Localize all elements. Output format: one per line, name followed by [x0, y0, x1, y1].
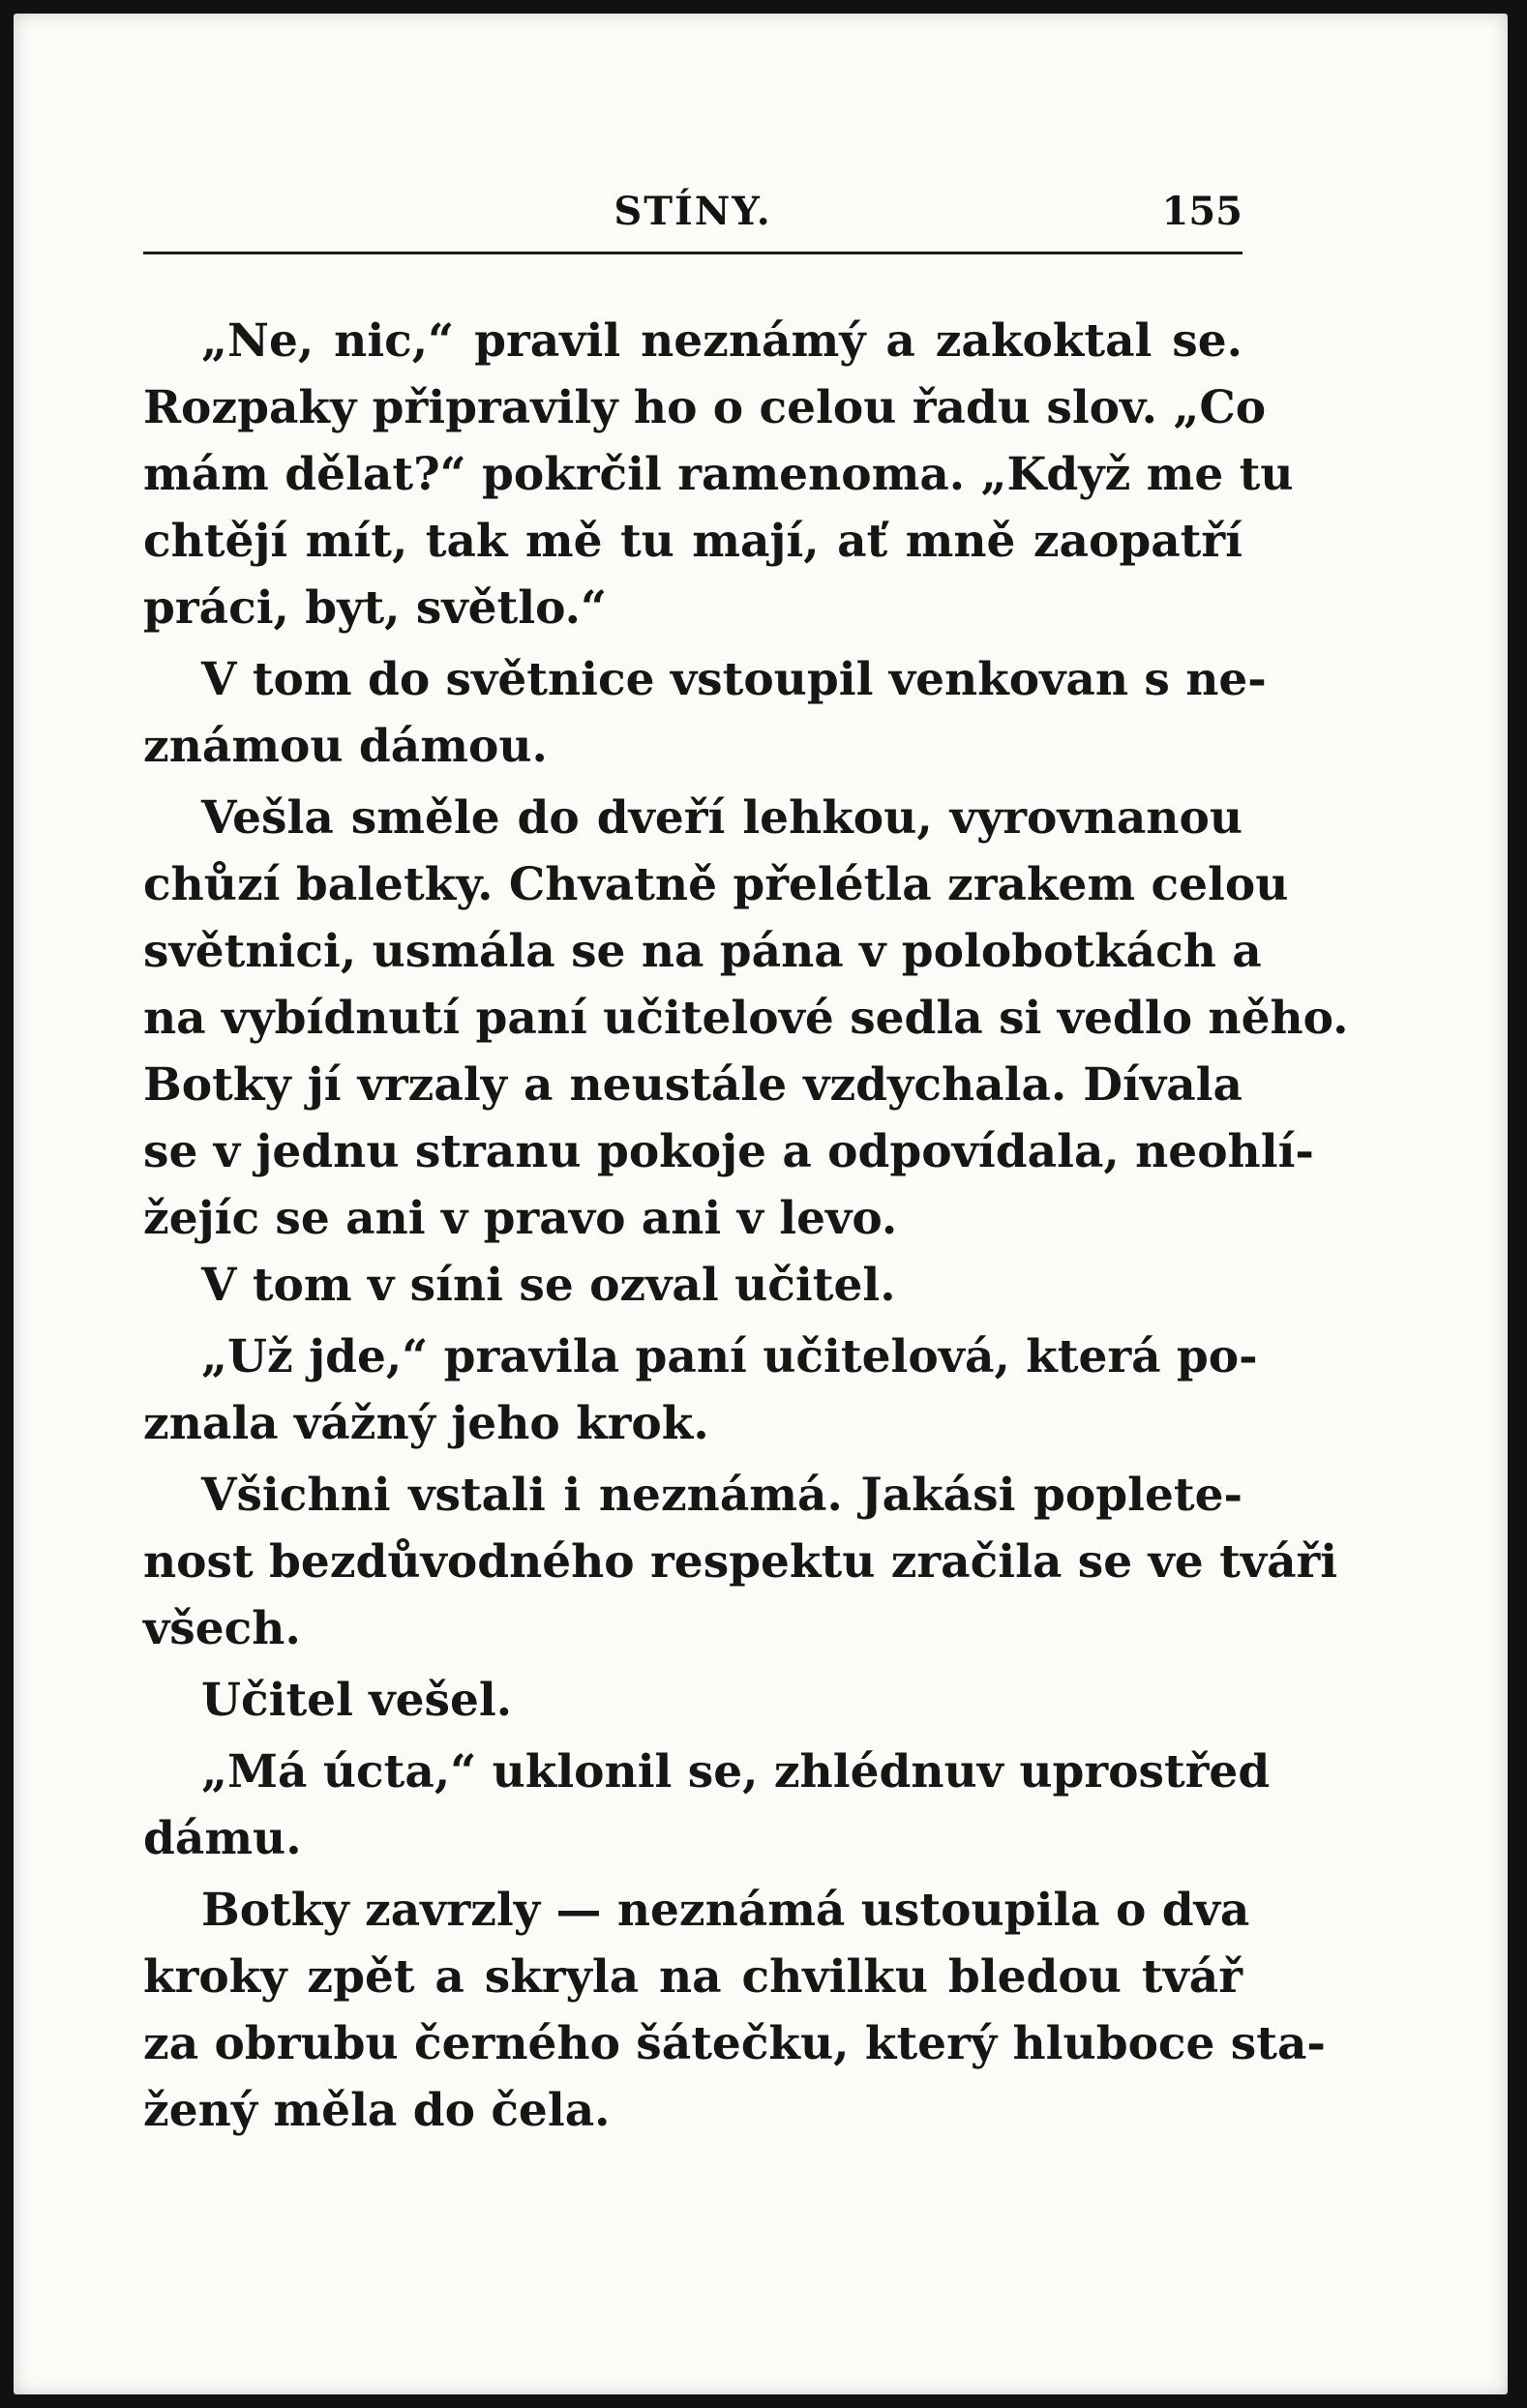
text-line: dámu.	[143, 1812, 302, 1865]
text-line: za obrubu černého šátečku, který hluboce sta-	[143, 2017, 1326, 2070]
text-line: chtějí mít, tak mě tu mají, ať mně zaopatří	[143, 515, 1243, 568]
text-line: kroky zpět a skryla na chvilku bledou tvář	[143, 1950, 1243, 2004]
text-line: „Ne, nic,“ pravil neznámý a zakoktal se.	[201, 314, 1243, 368]
text-line: Botky jí vrzaly a neustále vzdychala. Dívala	[143, 1058, 1243, 1112]
text-line: mám dělat?“ pokrčil ramenoma. „Když me tu	[143, 448, 1294, 501]
paragraph	[143, 1252, 1243, 1319]
text-line: Všichni vstali i neznámá. Jakási poplete-	[201, 1469, 1243, 1522]
text-line: Vešla směle do dveří lehkou, vyrovnanou	[201, 791, 1243, 845]
running-head: STÍNY.	[614, 189, 772, 234]
paragraph	[143, 1462, 1338, 1662]
page-number: 155	[1161, 189, 1243, 234]
paragraph	[143, 646, 1267, 780]
text-line: chůzí baletky. Chvatně přelétla zrakem celou	[143, 858, 1289, 911]
text-line: žejíc se ani v pravo ani v levo.	[143, 1192, 898, 1245]
text-line: Učitel vešel.	[201, 1674, 513, 1727]
text-line: V tom do světnice vstoupil venkovan s ne-	[201, 653, 1267, 706]
text-line: V tom v síni se ozval učitel.	[201, 1259, 896, 1312]
text-line: Rozpaky připravily ho o celou řadu slov. „Co	[143, 381, 1267, 434]
text-line: na vybídnutí paní učitelové sedla si vedlo něho.	[143, 992, 1349, 1045]
text-line: žený měla do čela.	[143, 2084, 611, 2137]
text-line: „Má úcta,“ uklonil se, zhlédnuv uprostřed	[201, 1745, 1271, 1799]
header-rule	[143, 252, 1243, 254]
paragraph	[143, 308, 1294, 641]
page-header	[143, 189, 1243, 247]
text-line: se v jednu stranu pokoje a odpovídala, neohlí-	[143, 1125, 1314, 1178]
text-line: Botky zavrzly — neznámá ustoupila o dva	[201, 1884, 1250, 1937]
paragraph	[143, 1323, 1258, 1457]
paragraph	[143, 1667, 1243, 1734]
text-line: nost bezdůvodného respektu zračila se ve tváři	[143, 1535, 1338, 1589]
text-line: znala vážný jeho krok.	[143, 1397, 709, 1450]
text-line: všech.	[143, 1602, 301, 1655]
text-line: práci, byt, světlo.“	[143, 581, 608, 635]
paragraph	[143, 1877, 1326, 2144]
paragraph	[143, 785, 1349, 1252]
text-line: známou dámou.	[143, 720, 548, 773]
text-line: světnici, usmála se na pána v polobotkách a	[143, 925, 1262, 978]
paragraph	[143, 1739, 1271, 1872]
text-line: „Už jde,“ pravila paní učitelová, která po-	[201, 1330, 1258, 1383]
body-text	[143, 308, 1349, 2144]
